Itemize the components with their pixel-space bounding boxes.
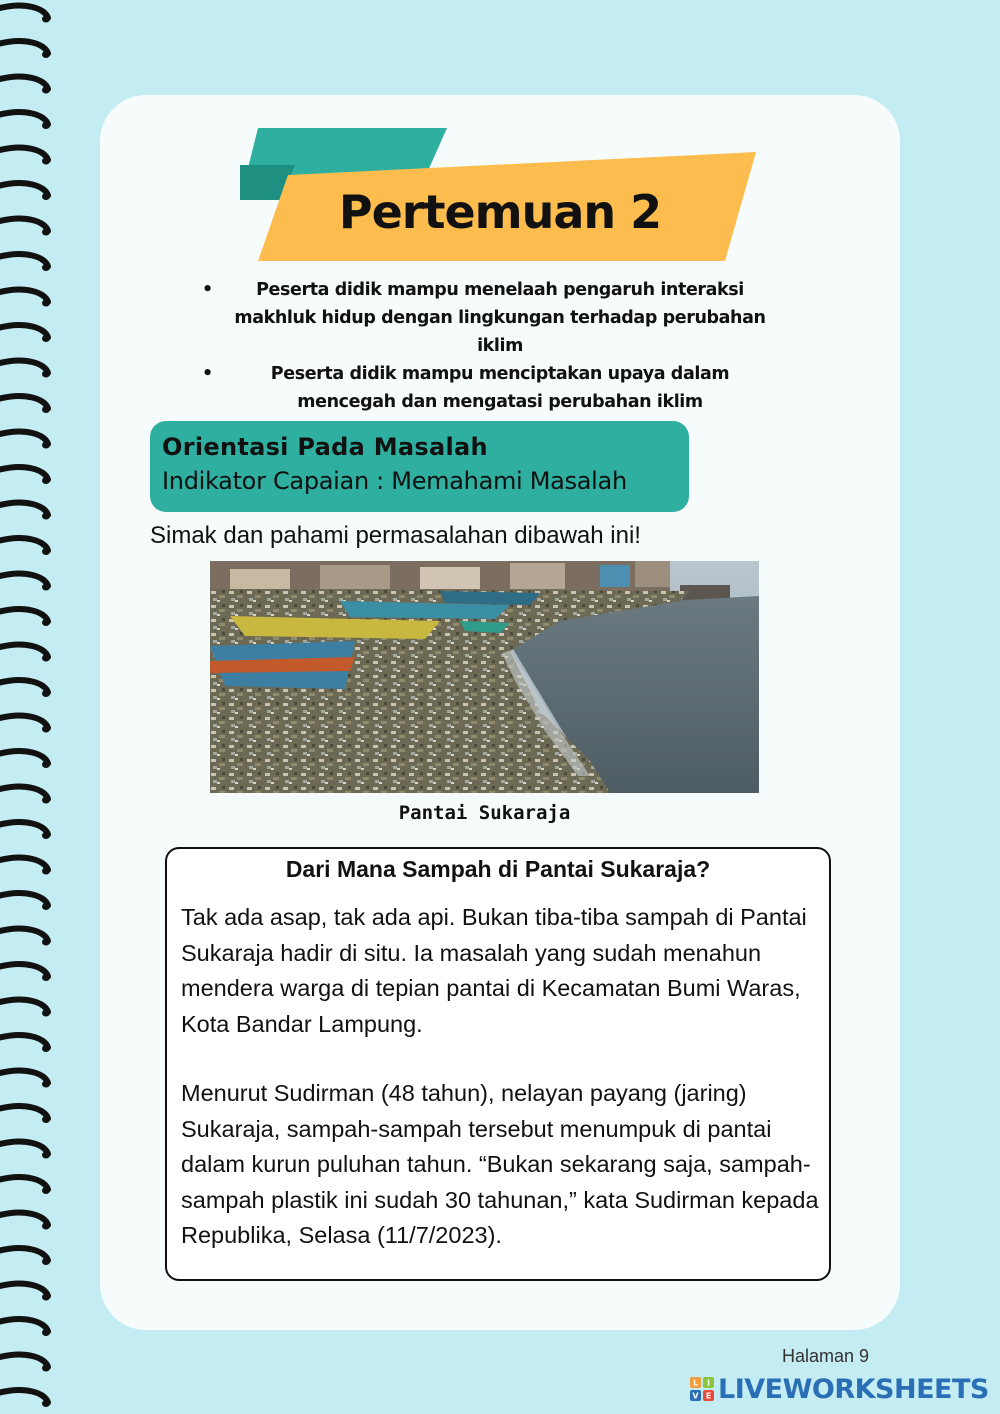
spiral-ring: [0, 680, 50, 697]
spiral-ring: [0, 183, 50, 200]
liveworksheets-logo[interactable]: [690, 1374, 989, 1404]
spiral-ring: [0, 574, 50, 591]
spiral-binding-icon: [0, 0, 70, 1414]
spiral-ring: [0, 716, 50, 733]
article-paragraph: Menurut Sudirman (48 tahun), nelayan payang (jaring) Sukaraja, sampah-sampah tersebut menumpuk di pantai dalam kurun puluhan tahun. “Bukan sekarang saja, sampah-sampah plastik ini sudah 30 tahunan,” kata Sudirman kepada Republika, Selasa (11/7/2023).: [181, 1080, 819, 1248]
spiral-ring: [0, 1142, 50, 1159]
orientation-box: [150, 421, 689, 512]
objective-item: [190, 360, 770, 416]
orientation-subtitle: Indikator Capaian : Memahami Masalah: [162, 467, 627, 495]
spiral-ring: [0, 822, 50, 839]
liveworksheets-logo-icon: [690, 1377, 714, 1401]
spiral-ring: [0, 6, 50, 23]
spiral-ring: [0, 432, 50, 449]
article-box: [165, 847, 831, 1281]
spiral-ring: [0, 1390, 50, 1407]
logo-badge-letter: E: [705, 1391, 712, 1401]
spiral-ring: [0, 751, 50, 768]
spiral-ring: [0, 254, 50, 271]
spiral-ring: [0, 1071, 50, 1088]
spiral-ring: [0, 1177, 50, 1194]
instruction-text: Simak dan pahami permasalahan dibawah ini!: [150, 522, 641, 549]
spiral-ring: [0, 467, 50, 484]
bullet: •: [202, 364, 213, 384]
article-paragraph: Tak ada asap, tak ada api. Bukan tiba-tiba sampah di Pantai Sukaraja hadir di situ. Ia masalah yang sudah menahun mendera warga di tepian pantai di Kecamatan Bumi Waras, Kota Bandar Lampung.: [181, 904, 807, 1037]
beach-trash-photo: [210, 561, 759, 793]
page-title: Pertemuan 2: [338, 185, 662, 239]
orientation-title: Orientasi Pada Masalah: [162, 433, 488, 461]
spiral-ring: [0, 787, 50, 804]
spiral-ring: [0, 41, 50, 58]
spiral-ring: [0, 1106, 50, 1123]
spiral-ring: [0, 1035, 50, 1052]
spiral-ring: [0, 858, 50, 875]
photo-caption: Pantai Sukaraja: [398, 802, 571, 824]
spiral-ring: [0, 1319, 50, 1336]
objective-item: [190, 276, 770, 360]
page-number: Halaman 9: [782, 1346, 870, 1366]
spiral-ring: [0, 1355, 50, 1372]
bullet: •: [202, 280, 213, 300]
spiral-ring: [0, 361, 50, 378]
objective-text: Peserta didik mampu menciptakan upaya dalam mencegah dan mengatasi perubahan iklim: [270, 364, 730, 412]
brand-name: LIVEWORKSHEETS: [718, 1373, 989, 1405]
spiral-ring: [0, 538, 50, 555]
spiral-ring: [0, 290, 50, 307]
spiral-ring: [0, 77, 50, 94]
learning-objectives: [190, 276, 810, 416]
spiral-ring: [0, 929, 50, 946]
spiral-ring: [0, 1248, 50, 1265]
spiral-ring: [0, 1213, 50, 1230]
logo-badge-letter: V: [692, 1391, 699, 1401]
spiral-ring: [0, 1284, 50, 1301]
spiral-ring: [0, 964, 50, 981]
article-heading: Dari Mana Sampah di Pantai Sukaraja?: [285, 856, 711, 882]
spiral-ring: [0, 503, 50, 520]
logo-badge-letter: I: [707, 1378, 710, 1388]
spiral-ring: [0, 325, 50, 342]
spiral-ring: [0, 148, 50, 165]
logo-badge-letter: L: [692, 1378, 699, 1388]
spiral-ring: [0, 893, 50, 910]
objective-text: Peserta didik mampu menelaah pengaruh interaksi makhluk hidup dengan lingkungan terhadap perubahan iklim: [234, 280, 766, 356]
spiral-ring: [0, 112, 50, 129]
spiral-ring: [0, 645, 50, 662]
spiral-ring: [0, 609, 50, 626]
spiral-ring: [0, 219, 50, 236]
spiral-ring: [0, 1000, 50, 1017]
spiral-ring: [0, 396, 50, 413]
